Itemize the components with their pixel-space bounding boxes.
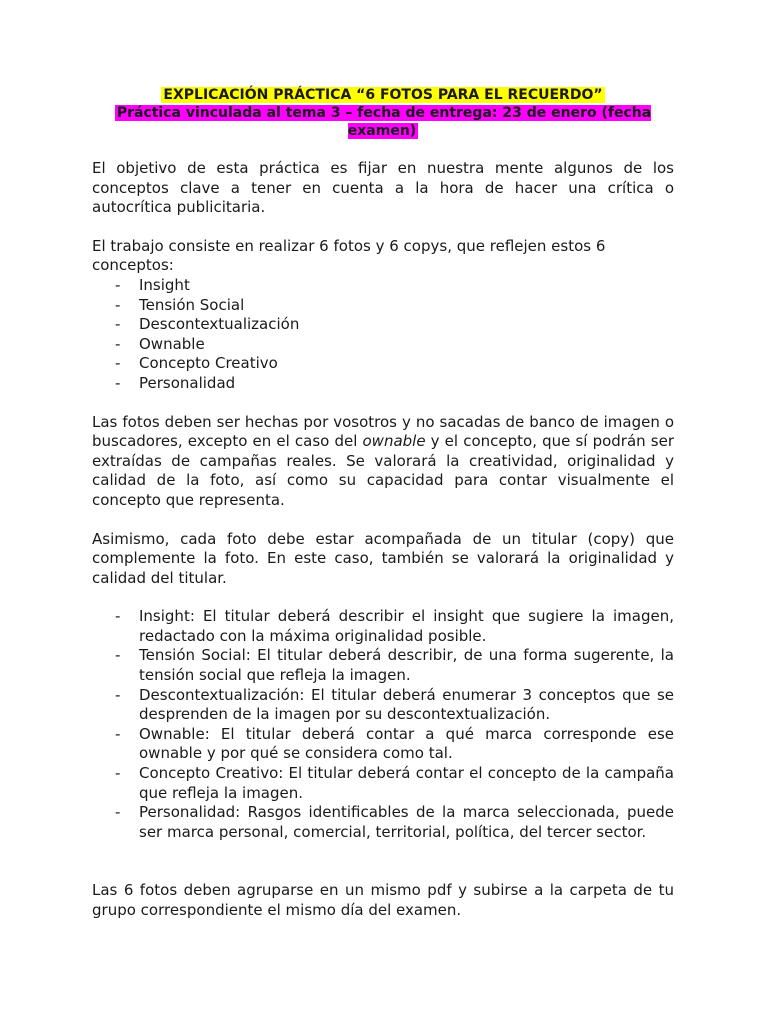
document-content	[92, 86, 674, 921]
document-title	[92, 86, 674, 104]
list-item: - Concepto Creativo: El titular deberá contar el concepto de la campaña que refleja la imagen.	[92, 764, 674, 803]
list-item: - Descontextualización	[92, 315, 674, 335]
concept-list	[92, 276, 674, 394]
closing-paragraph: Las 6 fotos deben agruparse en un mismo pdf y subirse a la carpeta de tu grupo correspondiente el mismo día del examen.	[92, 881, 674, 919]
list-item: - Tensión Social	[92, 296, 674, 316]
ownable-emphasis: ownable	[362, 432, 426, 451]
list-item: - Concepto Creativo	[92, 354, 674, 374]
list-item: - Personalidad: Rasgos identificables de la marca seleccionada, puede ser marca personal, comercial, territorial, política, del tercer sector.	[92, 803, 674, 842]
task-paragraph: El trabajo consiste en realizar 6 fotos y 6 copys, que reflejen estos 6 conceptos:	[92, 236, 606, 275]
title-highlight: EXPLICACIÓN PRÁCTICA “6 FOTOS PARA EL RECUERDO”	[163, 87, 603, 103]
list-item: - Tensión Social: El titular deberá describir, de una forma sugerente, la tensión social que refleja la imagen.	[92, 646, 674, 685]
photos-paragraph	[92, 413, 674, 511]
list-item: - Descontextualización: El titular deberá enumerar 3 conceptos que se desprenden de la imagen por su descontextualización.	[92, 686, 674, 725]
copy-paragraph: Asimismo, cada foto debe estar acompañada de un titular (copy) que complemente la foto. En este caso, también se valorará la originalidad y calidad del titular.	[92, 529, 674, 587]
list-item: - Ownable: El titular deberá contar a qué marca corresponde ese ownable y por qué se considera como tal.	[92, 725, 674, 764]
list-item: - Insight	[92, 276, 674, 296]
detail-list	[92, 607, 674, 842]
photos-text-after: y el concepto, que sí podrán ser extraídas de campañas reales. Se valorará la creatividad, originalidad y calidad de la foto, así como su capacidad para contar visualmente el concepto que representa.	[92, 432, 674, 509]
list-item: - Personalidad	[92, 374, 674, 394]
subtitle-highlight: Práctica vinculada al tema 3 – fecha de entrega: 23 de enero (fecha examen)	[116, 105, 652, 139]
list-item: - Insight: El titular deberá describir el insight que sugiere la imagen, redactado con la máxima originalidad posible.	[92, 607, 674, 646]
document-subtitle	[92, 104, 674, 140]
list-item: - Ownable	[92, 335, 674, 355]
photos-text-before: Las fotos deben ser hechas por vosotros y no sacadas de banco de imagen o buscadores, excepto en el caso del	[92, 412, 674, 451]
intro-paragraph: El objetivo de esta práctica es fijar en nuestra mente algunos de los conceptos clave a tener en cuenta a la hora de hacer una crítica o autocrítica publicitaria.	[92, 159, 674, 217]
